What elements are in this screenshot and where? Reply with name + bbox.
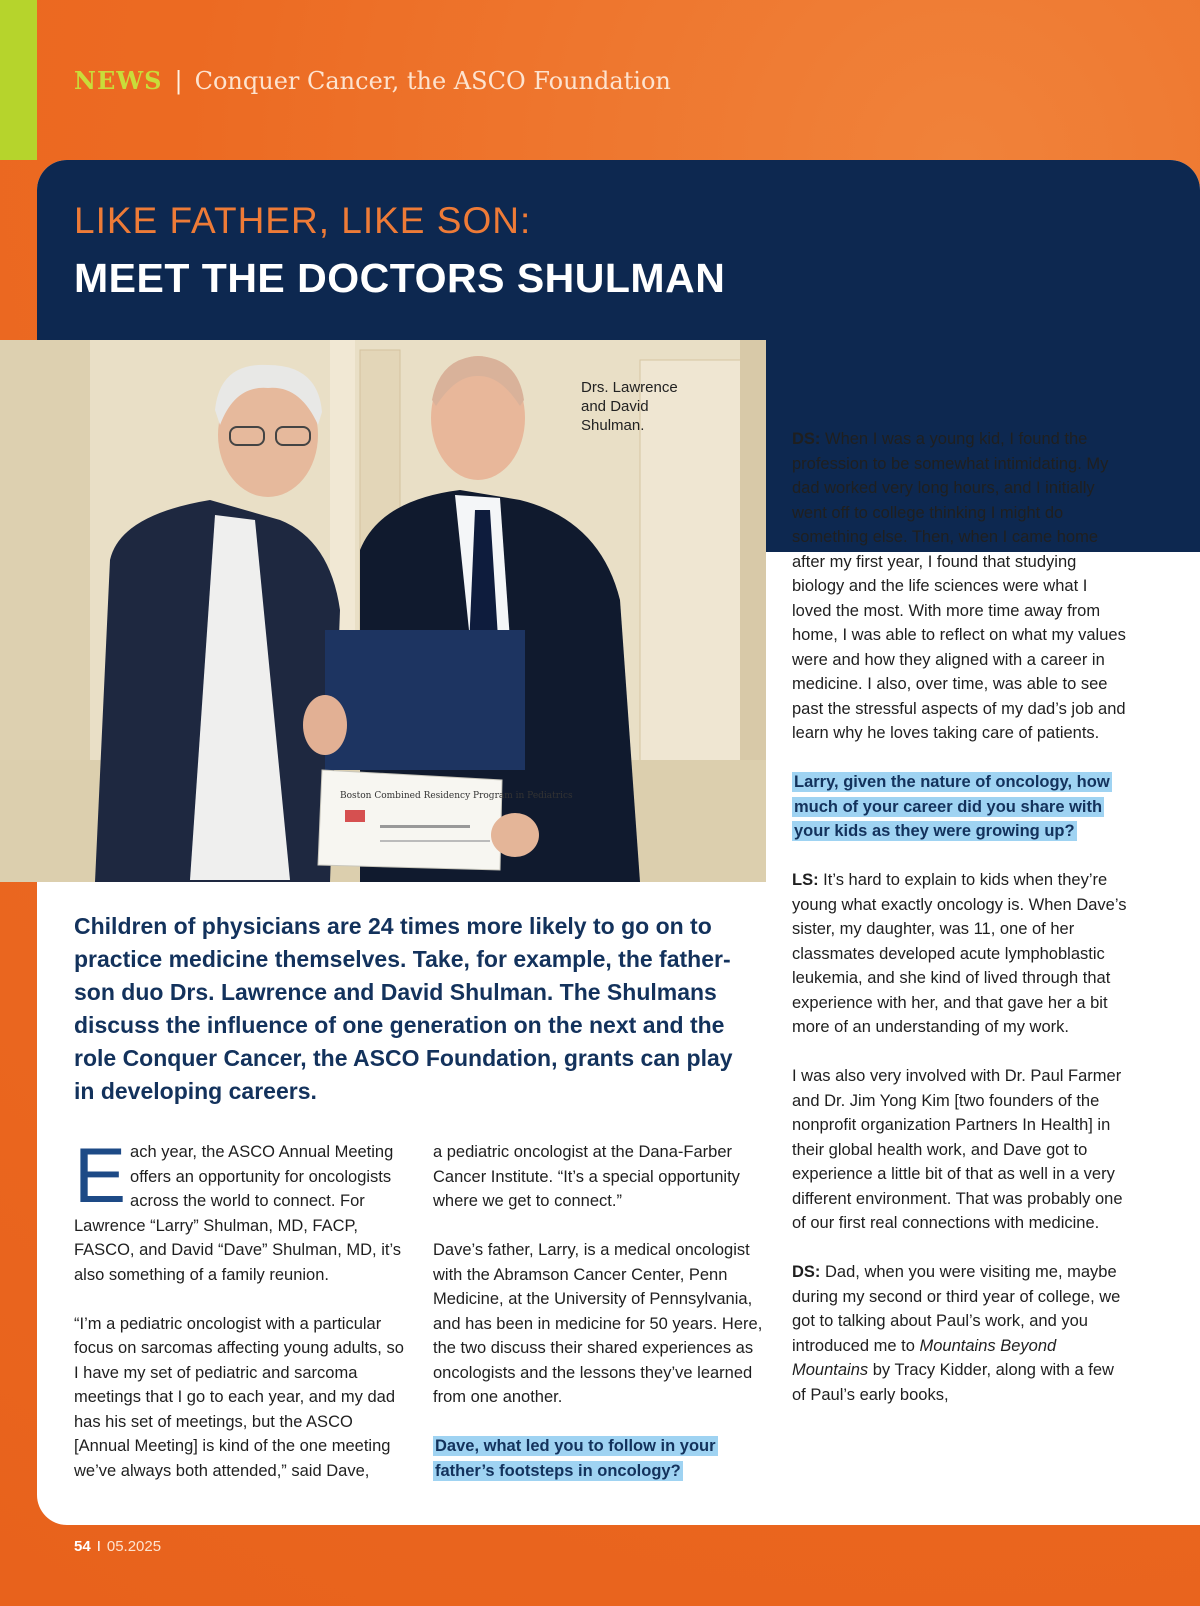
section-accent-bar (0, 0, 37, 160)
footer-separator: I (96, 1538, 101, 1555)
paragraph-intro (74, 1131, 409, 1287)
article-column-2 (433, 1140, 768, 1508)
page-footer (74, 1538, 161, 1555)
speaker-label: DS: (792, 1263, 821, 1281)
answer-text: It’s hard to explain to kids when they’re young what exactly oncology is. When Dave’s sister, my daughter, was 11, one of her classmates developed acute lymphoblastic leukemia, and she kind of lived through that experience with her, and that gave her a bit more of an understanding of my work. (792, 871, 1127, 1036)
highlighted-question: Dave, what led you to follow in your father’s footsteps in oncology? (435, 1437, 716, 1480)
interview-answer-4 (792, 1260, 1130, 1407)
paragraph-quote: “I’m a pediatric oncologist with a particular focus on sarcomas affecting young adults, so I have my set of pediatric and sarcoma meetings that I go to each year, and my dad has his set of meetings, but the ASCO [Annual Meeting] is kind of the one meeting we’ve always both attended,” said Dave, (74, 1314, 404, 1480)
article-title: MEET THE DOCTORS SHULMAN (74, 255, 726, 301)
paragraph-intro-text: ach year, the ASCO Annual Meeting offers an opportunity for oncologists across the world to connect. For Lawrence “Larry” Shulman, MD, FACP, FASCO, and David “Dave” Shulman, MD, it’s also something of a family reunion. (74, 1143, 402, 1284)
section-header (74, 66, 671, 95)
section-name: Conquer Cancer, the ASCO Foundation (194, 67, 671, 95)
paragraph-continuation: a pediatric oncologist at the Dana-Farber Cancer Institute. “It’s a special opportunity where we get to connect.” (433, 1143, 740, 1210)
article-kicker: LIKE FATHER, LIKE SON: (74, 200, 532, 241)
highlighted-question: Larry, given the nature of oncology, how much of your career did you share with your kids as they were growing up? (794, 773, 1110, 840)
answer-text: Dad, when you were visiting me, maybe during my second or third year of college, we got to talking about Paul’s work, and you introduced me to (792, 1263, 1121, 1355)
book-title: Mountains Beyond Mountains (792, 1336, 1057, 1379)
article-column-1 (74, 1131, 409, 1508)
drop-cap: E (74, 1131, 127, 1219)
speaker-label: LS: (792, 871, 819, 889)
section-label: NEWS (74, 66, 163, 95)
photo-caption: Drs. Lawrence and David Shulman. (581, 379, 678, 434)
answer-text-end: by Tracy Kidder, along with a few of Paul’s early books, (792, 1361, 1114, 1404)
certificate-text: Boston Combined Residency Program in Pediatrics (340, 791, 573, 801)
interview-answer-1 (792, 427, 1130, 746)
answer-text: When I was a young kid, I found the profession to be somewhat intimidating. My dad worked very long hours, and I initially went off to college thinking I might do something else. Then, when I came home after my first year, I found that studying biology and the life sciences were what I loved the most. With more time away from home, I was able to reflect on what my values were and how they aligned with a career in medicine. I also, over time, was able to see past the stressful aspects of my dad’s job and learn why he loves taking care of patients. (792, 430, 1126, 742)
interview-question-1 (433, 1434, 768, 1483)
paragraph-background: Dave’s father, Larry, is a medical oncologist with the Abramson Cancer Center, Penn Medicine, at the University of Pennsylvania, and has been in medicine for 50 years. Here, the two discuss their shared experiences as oncologists and the lessons they’ve learned from one another. (433, 1241, 763, 1406)
header-separator: | (174, 67, 183, 95)
interview-answer-2 (792, 868, 1130, 1040)
interview-answer-3: I was also very involved with Dr. Paul Farmer and Dr. Jim Yong Kim [two founders of the nonprofit organization Partners In Health] in their global health work, and Dave got to experience a little bit of that as well in a very different environment. That was probably one of our first real connections with medicine. (792, 1067, 1123, 1232)
interview-question-2 (792, 770, 1130, 844)
issue-date: 05.2025 (106, 1538, 162, 1555)
article-lede: Children of physicians are 24 times more likely to go on to practice medicine themselves. Take, for example, the father-son duo Drs. Lawrence and David Shulman. The Shulmans discuss the influence of one generation on the next and the role Conquer Cancer, the ASCO Foundation, grants can play in developing careers. (74, 913, 733, 1104)
page-number: 54 (74, 1538, 91, 1555)
article-column-3 (792, 427, 1130, 1432)
speaker-label: DS: (792, 430, 821, 448)
